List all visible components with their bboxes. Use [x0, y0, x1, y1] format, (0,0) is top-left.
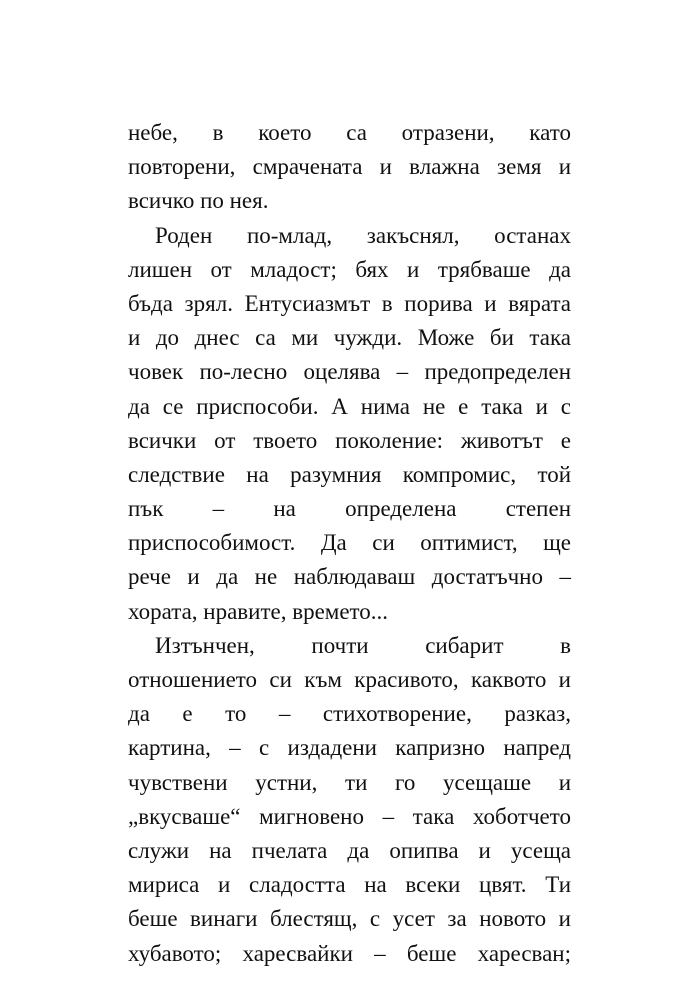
text-line: пък – на определена степен — [128, 496, 571, 522]
text-line: мириса и сладостта на всеки цвят. Ти — [128, 872, 571, 898]
paragraph — [128, 629, 571, 971]
text-line: човек по-лесно оцелява – предопределен — [128, 359, 571, 385]
text-line: рече и да не наблюдаваш достатъчно – — [128, 564, 571, 590]
text-line: „вкусваше“ мигновено – така хоботчето — [128, 803, 571, 829]
text-line: лишен от младост; бях и трябваше да — [128, 256, 571, 282]
text-line: да е то – стихотворение, разказ, — [128, 701, 571, 727]
text-line: да се приспособи. А нима не е така и с — [128, 393, 571, 419]
text-line: беше винаги блестящ, с усет за новото и — [128, 906, 571, 932]
paragraph — [128, 219, 571, 629]
text-line: всички от твоето поколение: животът е — [128, 427, 571, 453]
text-line: чувствени устни, ти го усещаше и — [128, 769, 571, 795]
text-line: следствие на разумния компромис, той — [128, 461, 571, 487]
text-line: хубавото; харесвайки – беше харесван; — [128, 940, 571, 966]
text-line: повторени, смрачената и влажна земя и — [128, 154, 571, 180]
text-line: приспособимост. Да си оптимист, ще — [128, 530, 571, 556]
paragraph — [128, 116, 571, 219]
text-line: картина, – с издадени капризно напред — [128, 735, 571, 761]
text-line: служи на пчелата да опипва и усеща — [128, 837, 571, 863]
text-line: всичко по нея. — [128, 188, 269, 214]
text-line: небе, в което са отразени, като — [128, 120, 571, 145]
text-line: Изтънчен, почти сибарит в — [155, 632, 571, 658]
text-line: хората, нравите, времето... — [128, 598, 389, 624]
text-line: и до днес са ми чужди. Може би така — [128, 325, 571, 351]
text-line: бъда зрял. Ентусиазмът в порива и вярата — [128, 290, 571, 316]
page-body-text — [128, 116, 571, 971]
text-line: Роден по-млад, закъснял, останах — [155, 222, 571, 248]
text-line: отношението си към красивото, каквото и — [128, 667, 571, 692]
